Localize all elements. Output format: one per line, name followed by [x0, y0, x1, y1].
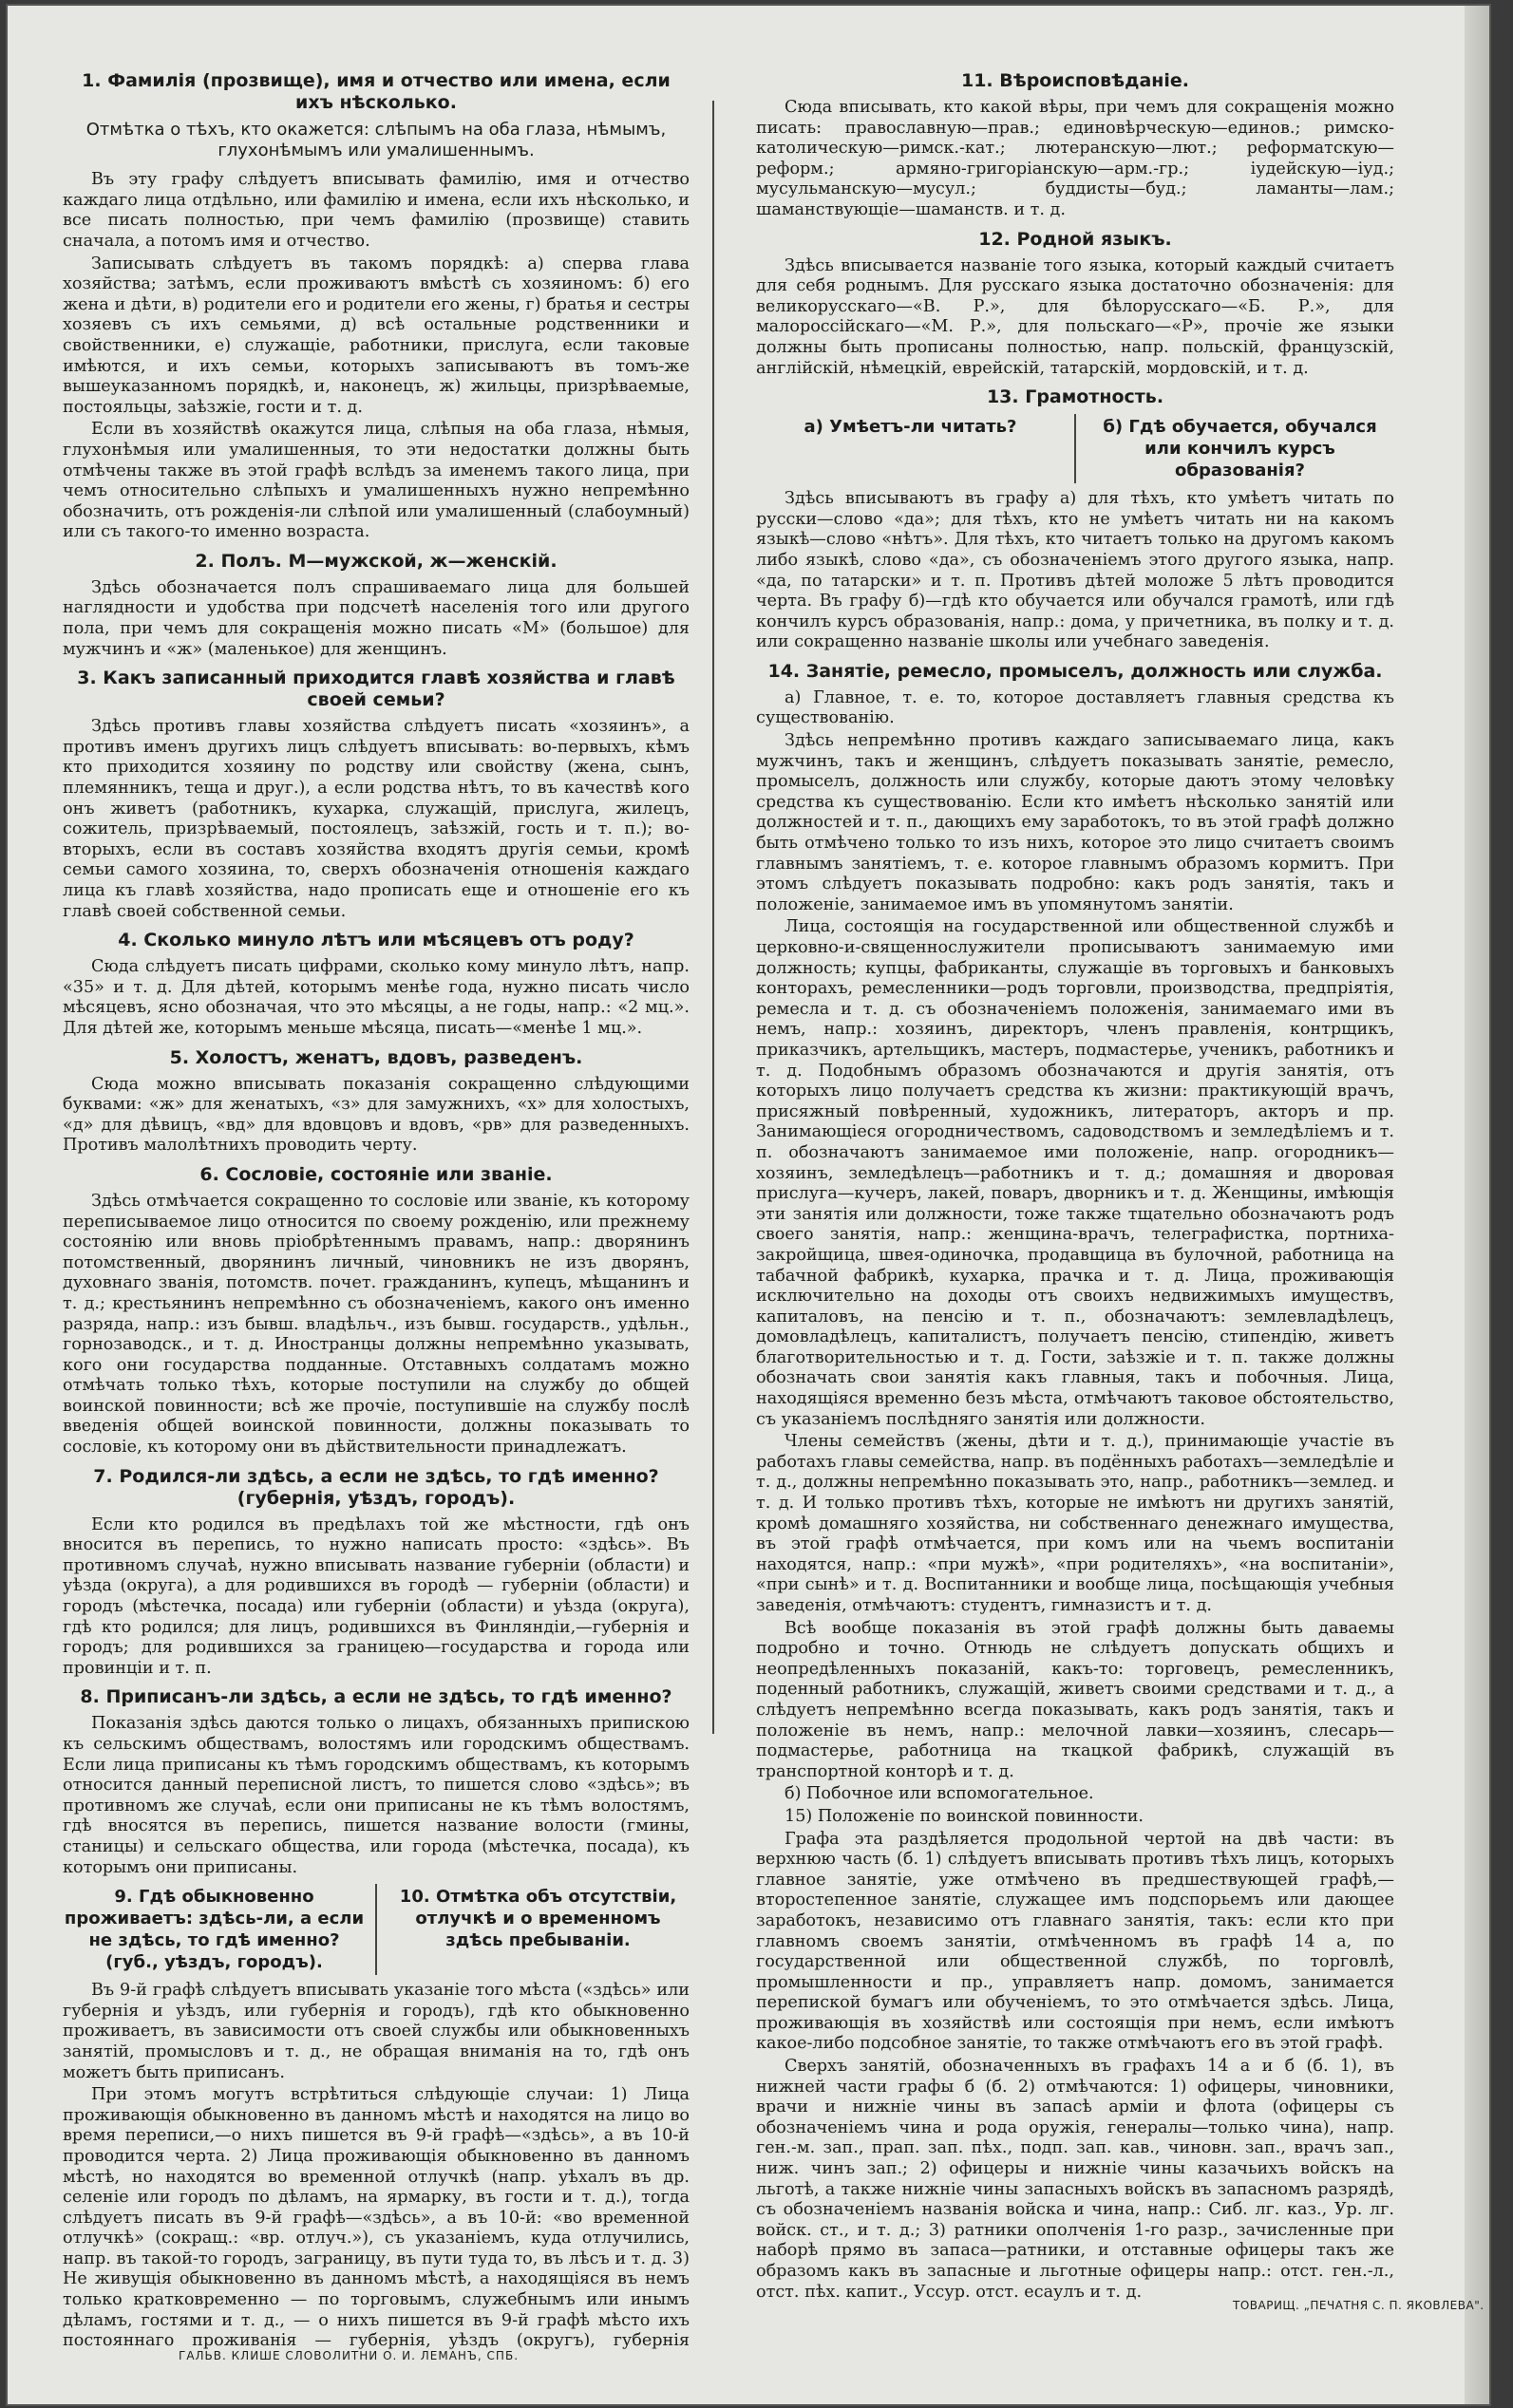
section-1-subtitle: Отмѣтка о тѣхъ, кто окажется: слѣпымъ на оба глаза, нѣмымъ, глухонѣмымъ или умалишеннымъ.: [85, 120, 667, 160]
paragraph: Сюда можно вписывать показанія сокращенно слѣдующими буквами: «ж» для женатыхъ, «з» для замужнихъ, «х» для холостыхъ, «д» для дѣвицъ, «вд» для вдовцовъ и вдовъ, «рв» для разведенныхъ. Противъ малолѣтнихъ проводить черту.: [63, 1074, 690, 1156]
paragraph: Здѣсь отмѣчается сокращенно то сословіе или званіе, къ которому переписываемое лицо относится по своему рожденію, или прежнему состоянію или вновь пріобрѣтеннымъ правамъ, напр.: дворянинъ потомственный, дворянинъ личный, чиновникъ не изъ дворянъ, духовнаго званія, потомств. почет. гражданинъ, купецъ, мѣщанинъ и т. д.; крестьянинъ непремѣнно съ обозначеніемъ, какого онъ именно разряда, напр.: изъ бывш. владѣльч., изъ бывш. государств., удѣльн., горнозаводск., и т. д. Иностранцы должны непремѣнно указывать, кого они государства подданные. Отставныхъ солдатамъ можно отмѣчать только тѣхъ, которые поступили на службу до общей воинской повинности; всѣ же прочіе, поступившіе на службу послѣ введенія общей воинской повинности, должны показывать то сословіе, къ которому они въ дѣйствительности принадлежатъ.: [63, 1191, 690, 1458]
section-11-title: 11. Вѣроисповѣданіе.: [960, 70, 1190, 91]
right-column: [756, 63, 1394, 2304]
section-9-title: 9. Гдѣ обыкновенно проживаетъ: здѣсь-ли, а если не здѣсь, то гдѣ именно? (губ., уѣздъ, городъ).: [64, 1887, 365, 1973]
column-divider: [712, 101, 714, 1734]
paragraph: Здѣсь непремѣнно противъ каждаго записываемаго лица, какъ мужчинъ, такъ и женщинъ, слѣдуетъ показывать занятіе, ремесло, промыселъ, должность или службу, которые даютъ этому человѣку средства къ существованію. Если кто имѣетъ нѣсколько занятій или должностей и т. п., дающихъ ему заработокъ, то въ этой графѣ должно быть отмѣчено только то изъ нихъ, которое это лицо считаетъ своимъ главнымъ занятіемъ, т. е. которое главнымъ образомъ кормитъ. При этомъ слѣдуетъ показывать подробно: какъ родъ занятія, такъ и положеніе, занимаемое имъ въ упомянутомъ занятіи.: [756, 731, 1394, 914]
section-10-title: 10. Отмѣтка объ отсутствіи, отлучкѣ и о временномъ здѣсь пребываніи.: [399, 1887, 677, 1951]
paragraph-text: При этомъ могутъ встрѣтиться слѣдующіе случаи: 1) Лица проживающія обыкновенно въ данномъ мѣстѣ и находятся на лицо во время переписи,—о нихъ пишется въ 9-й графѣ—«здѣсь», а въ 10-й проводится черта. 2) Лица проживающія обыкновенно въ данномъ мѣстѣ, но находятся во временной отлучкѣ (напр. уѣхалъ въ др. селеніе или городъ по дѣламъ, на ярмарку, въ гости и т. д.), тогда слѣдуетъ писать въ 9-й графѣ—«здѣсь», а въ 10-й: «во временной отлучкѣ» (сокращ.: «вр. отлуч.»), съ указаніемъ, куда отлучились, напр. въ такой-то городъ, заграницу, въ пути туда то, въ лѣсъ и т. д. 3) Не живущія обыкновенно въ данномъ мѣстѣ, а находящіяся въ немъ только кратковременно — по торговымъ, служебнымъ или инымъ дѣламъ, гостями и т. д., — о нихъ пишется въ 9-й графѣ мѣсто ихъ постояннаго проживанія — губернія, уѣздъ (округъ), губернія: [63, 2085, 690, 2351]
paragraph: Здѣсь обозначается полъ спрашиваемаго лица для большей наглядности и удобства при подсчетѣ населенія того или другого пола, при чемъ для сокращенія можно писать «М» (большое) для мужчинъ и «ж» (маленькое) для женщинъ.: [63, 577, 690, 659]
paragraph: Здѣсь вписываютъ въ графу а) для тѣхъ, кто умѣетъ читать по русски—слово «да»; для тѣхъ, кто не умѣетъ читать ни на какомъ языкѣ—слово «нѣтъ». Для тѣхъ, кто читаетъ только на другомъ какомъ либо языкѣ, слово «да», съ обозначеніемъ этого другого языка, напр. «да, по татарски» и т. п. Противъ дѣтей моложе 5 лѣтъ проводится черта. Въ графу б)—гдѣ кто обучается или обучался грамотѣ, или гдѣ кончилъ курсъ образованія, напр.: дома, у причетника, въ полку и т. д. или сокращенно названіе школы или учебнаго заведенія.: [756, 489, 1394, 652]
paragraph: Сюда слѣдуетъ писать цифрами, сколько кому минуло лѣтъ, напр. «35» и т. д. Для дѣтей, которымъ менѣе года, нужно писать число мѣсяцевъ, ясно обозначая, что это мѣсяцы, а не годы, напр.: «2 мц.». Для дѣтей же, которымъ меньше мѣсяца, писать—«менѣе 1 мц.».: [63, 957, 690, 1038]
paragraph: Если въ хозяйствѣ окажутся лица, слѣпыя на оба глаза, нѣмыя, глухонѣмыя или умалишенныя, то эти недостатки должны быть отмѣчены также въ этой графѣ вслѣдъ за именемъ такого лица, при чемъ относительно слѣпыхъ и умалишенныхъ нужно непремѣнно обозначить, отъ рожденія-ли слѣпой или умалишенный (слабоумный) или съ такого-то именно возраста.: [63, 420, 690, 542]
section-2-title: 2. Полъ. М—мужской, ж—женскій.: [195, 550, 558, 572]
section-12-title: 12. Родной языкъ.: [978, 228, 1172, 250]
section-6-title: 6. Сословіе, состояніе или званіе.: [199, 1163, 553, 1185]
paragraph: Здѣсь вписывается названіе того языка, который каждый считаетъ для себя роднымъ. Для русскаго языка достаточно обозначенія: для великорусскаго—«В. Р.», для бѣлорусскаго—«Б. Р.», для малороссійскаго—«М. Р.», для польскаго—«Р», прочіе же языки должны быть прописаны полностью, напр. польскій, французскій, англійскій, нѣмецкій, еврейскій, татарскій, мордовскій, и т. д.: [756, 255, 1394, 378]
page-edge: [1465, 6, 1489, 2404]
left-column: [63, 63, 690, 2351]
column-rule: [375, 1884, 377, 1975]
paragraph: а) Главное, т. е. то, которое доставляетъ главныя средства къ существованію.: [756, 687, 1394, 728]
section-14-title: 14. Занятіе, ремесло, промыселъ, должность или служба.: [767, 660, 1383, 682]
section-13b-title: б) Гдѣ обучается, обучался или кончилъ курсъ образованія?: [1103, 417, 1377, 481]
section-1-title: 1. Фамилія (прозвище), имя и отчество или имена, если ихъ нѣсколько.: [82, 70, 671, 113]
paragraph: Здѣсь противъ главы хозяйства слѣдуетъ писать «хозяинъ», а противъ именъ другихъ лицъ слѣдуетъ вписывать: во-первыхъ, кѣмъ кто приходится хозяину по родству или свойству (жена, сынъ, племянникъ, теща и друг.), а если родства нѣтъ, то въ качествѣ кого онъ живетъ (работникъ, кухарка, служащій, прислуга, жилецъ, сожитель, призрѣваемый, постоялецъ, заѣзжій, гость и т. п.); во-вторыхъ, если въ составъ хозяйства входятъ другія семьи, кромѣ семьи самого хозяина, то, сверхъ обозначенія отношенія каждаго лица къ главѣ хозяйства, надо прописать еще и отношеніе его къ главѣ своей собственной семьи.: [63, 717, 690, 921]
section-3-title: 3. Какъ записанный приходится главѣ хозяйства и главѣ своей семьи?: [77, 668, 675, 711]
paragraph: Въ 9-й графѣ слѣдуетъ вписывать указаніе того мѣста («здѣсь» или губернія и уѣздъ, или губернія и городъ), гдѣ кто обыкновенно проживаетъ, въ зависимости отъ своей службы или обыкновенныхъ занятій, промысловъ и т. д., не обращая вниманія на то, гдѣ онъ можетъ быть приписанъ.: [63, 1981, 690, 2082]
document-page: [8, 6, 1489, 2404]
engraver-imprint: ГАЛЬВ. КЛИШЕ СЛОВОЛИТНИ О. И. ЛЕМАНЪ, СПБ.: [179, 2349, 520, 2362]
section-8-title: 8. Приписанъ-ли здѣсь, а если не здѣсь, то гдѣ именно?: [80, 1686, 672, 1708]
section-5-title: 5. Холостъ, женатъ, вдовъ, разведенъ.: [169, 1046, 583, 1068]
paragraph: Графа эта раздѣляется продольной чертой на двѣ части: въ верхнюю часть (б. 1) слѣдуетъ вписывать противъ тѣхъ лицъ, которыхъ главное занятіе, уже отмѣчено въ предшествующей графѣ,—второстепенное занятіе, служащее имъ подспорьемъ или дающее заработокъ, независимо отъ главнаго занятія, такъ: если кто при главномъ своемъ занятіи, отмѣченномъ въ графѣ 14 а, по государственной или общественной службѣ, по торговлѣ, промышленности и пр., управляетъ напр. домомъ, занимается перепиской бумагъ или обученіемъ, то это отмѣчается здѣсь. Лица, проживающія въ хозяйствѣ или состоящія при немъ, если имѣютъ какое-либо подсобное занятіе, то также отмѣчаютъ его въ этой графѣ.: [756, 1829, 1394, 2054]
printer-imprint: ТОВАРИЩ. „ПЕЧАТНЯ С. П. ЯКОВЛЕВА".: [1233, 2299, 1485, 2312]
section-4-title: 4. Сколько минуло лѣтъ или мѣсяцевъ отъ роду?: [118, 930, 634, 951]
section-9-10-header: [63, 1884, 690, 1975]
paragraph: б) Побочное или вспомогательное.: [785, 1784, 1094, 1804]
paragraph: Сюда вписывать, кто какой вѣры, при чемъ для сокращенія можно писать: православную—прав.; единовѣрческую—единов.; римско-католическую—римск.-кат.; лютеранскую—лют.; реформатскую—реформ.; армяно-григоріанскую—арм.-гр.; іудейскую—іуд.; мусульманскую—мусул.; буддисты—буд.; ламанты—лам.; шаманствующіе—шаманств. и т. д.: [756, 98, 1394, 219]
paragraph: Въ эту графу слѣдуетъ вписывать фамилію, имя и отчество каждаго лица отдѣльно, или фамилію и имена, если ихъ нѣсколько, и все писать полностью, при чемъ фамилію (прозвище) ставить сначала, а потомъ имя и отчество.: [63, 170, 690, 251]
section-7-title: 7. Родился-ли здѣсь, а если не здѣсь, то гдѣ именно? (губернія, уѣздъ, городъ).: [93, 1465, 659, 1509]
paragraph: Сверхъ занятій, обозначенныхъ въ графахъ 14 а и б (б. 1), въ нижней части графы б (б. 2) отмѣчаются: 1) офицеры, чиновники, врачи и нижніе чины въ запасѣ арміи и флота (офицеры съ обозначеніемъ чина и рода оружія, генералы—только чина), напр. ген.-м. зап., прап. зап. пѣх., подп. зап. кав., чиновн. зап., врачъ зап., ниж. чинъ зап.; 2) офицеры и нижніе чины казачьихъ войскъ на льготѣ, а также нижніе чины запасныхъ войскъ въ запасномъ разрядѣ, съ обозначеніемъ названія войска и чина, напр.: Сиб. лг. каз., Ур. лг. войск. ст., и т. д.; 3) ратники ополченія 1-го разр., зачисленные при наборѣ прямо въ запаса—ратники, и отставные офицеры такъ же образомъ какъ въ запасные и льготные офицеры напр.: отст. ген.-л., отст. пѣх. капит., Уссур. отст. есаулъ и т. д.: [756, 2057, 1394, 2302]
paragraph: Лица, состоящія на государственной или общественной службѣ и церковно-и-священнослужители прописываютъ занимаемую ими должность; купцы, фабриканты, служащіе въ торговыхъ и банковыхъ конторахъ, ремесленники—родъ торговли, производства, предпріятія, ремесла и т. д. съ обозначеніемъ положенія, занимаемаго ими въ немъ, напр.: хозяинъ, директоръ, членъ правленія, контрщикъ, приказчикъ, артельщикъ, мастеръ, подмастерье, ученикъ, работникъ и т. д. Подобнымъ образомъ обозначаются и другія занятія, отъ которыхъ лицо получаетъ средства къ жизни: практикующій врачъ, присяжный повѣренный, художникъ, литераторъ, акторъ и пр. Занимающіеся огородничествомъ, садоводствомъ и земледѣліемъ и т. п. обозначаютъ занимаемое ими положеніе, напр. огородникъ—хозяинъ, земледѣлецъ—работникъ и т. д.; домашняя и дворовая прислуга—кучеръ, лакей, поваръ, дворникъ и т. д. Женщины, имѣющія эти занятія или должности, тоже также тщательно обозначаютъ родъ своего занятія, напр.: женщина-врачъ, телеграфистка, портниха-закройщица, швея-одиночка, продавщица въ булочной, работница на табачной фабрикѣ, кухарка, прачка и т. д. Лица, проживающія исключительно на доходы отъ своихъ недвижимыхъ имуществъ, капиталовъ, на пенсію и т. п., обозначаютъ: землевладѣлецъ, домовладѣлецъ, капиталистъ, получаетъ пенсію, стипендію, живетъ благотворительностью и т. д. Гости, заѣзжіе и т. п. также должны обозначать свои занятія какъ главныя, такъ и побочныя. Лица, находящіяся временно безъ мѣста, отмѣчаютъ таковое обстоятельство, съ указаніемъ послѣдняго занятія или должности.: [756, 917, 1394, 1429]
paragraph: Члены семействъ (жены, дѣти и т. д.), принимающіе участіе въ работахъ главы семейства, напр. въ подённыхъ работахъ—земледѣліе и т. д., должны непремѣнно показывать это, напр., работникъ—землед. и т. д. И только противъ тѣхъ, которые не имѣютъ ни другихъ занятій, кромѣ домашняго хозяйства, ни собственнаго денежнаго имущества, въ этой графѣ отмѣчается, при комъ или на чьемъ воспитаніи находятся, напр.: «при мужѣ», «при родителяхъ», «на воспитаніи», «при сынѣ» и т. д. Воспитанники и вообще лица, посѣщающія учебныя заведенія, отмѣчаютъ: студентъ, гимназистъ и т. д.: [756, 1432, 1394, 1615]
paragraph: Показанія здѣсь даются только о лицахъ, обязанныхъ припискою къ сельскимъ обществамъ, волостямъ или городскимъ обществамъ. Если лица приписаны къ тѣмъ городскимъ обществамъ, къ которымъ относится данный переписной листъ, то пишется слово «здѣсь»; въ противномъ же случаѣ, если они приписаны не къ тѣмъ волостямъ, гдѣ вносятся въ перепись, пишется название волости (гмины, станицы) и сельскаго общества, или города (мѣстечка, посада), къ которымъ они приписаны.: [63, 1714, 690, 1877]
column-rule: [1074, 414, 1076, 483]
section-13-title: 13. Грамотность.: [986, 386, 1164, 408]
paragraph: [63, 2085, 690, 2351]
paragraph: Всѣ вообще показанія въ этой графѣ должны быть даваемы подробно и точно. Отнюдь не слѣдуетъ допускать общихъ и неопредѣленныхъ показаній, какъ-то: торговецъ, ремесленникъ, поденный работникъ, служащій, живетъ своими средствами и т. д., а слѣдуетъ непремѣнно всегда показывать, какъ родъ занятія, такъ и положеніе въ немъ, напр.: мелочной лавки—хозяинъ, слесарь—подмастерье, работница на ткацкой фабрикѣ, служащій въ транспортной конторѣ и т. д.: [756, 1618, 1394, 1781]
paragraph: 15) Положеніе по воинской повинности.: [785, 1806, 1144, 1826]
section-13-header: [756, 414, 1394, 483]
paragraph: Записывать слѣдуетъ въ такомъ порядкѣ: а) сперва глава хозяйства; затѣмъ, если проживаютъ вмѣстѣ съ хозяиномъ: б) его жена и дѣти, в) родители его и родители его жены, г) братья и сестры хозяевъ съ ихъ семьями, д) всѣ остальные родственники и свойственники, е) служащіе, работники, прислуга, если таковые имѣются, и ихъ семьи, которыхъ записываютъ въ томъ-же вышеуказанномъ порядкѣ, и, наконецъ, ж) жильцы, призрѣваемые, постояльцы, заѣзжіе, гости и т. д.: [63, 254, 690, 417]
section-13a-title: а) Умѣетъ-ли читать?: [804, 417, 1017, 438]
paragraph: Если кто родился въ предѣлахъ той же мѣстности, гдѣ онъ вносится въ перепись, то нужно написать просто: «здѣсь». Въ противномъ случаѣ, нужно вписывать название губерніи (области) и уѣзда (округа), а для родившихся въ городѣ — губерніи (области) и городъ (мѣстечка, посада) или губерніи (области) и уѣзда (округа), гдѣ кто родился; для лицъ, родившихся въ Финляндіи,—губернія и городъ; для родившихся за границею—государства и города или провинціи и т. п.: [63, 1514, 690, 1678]
